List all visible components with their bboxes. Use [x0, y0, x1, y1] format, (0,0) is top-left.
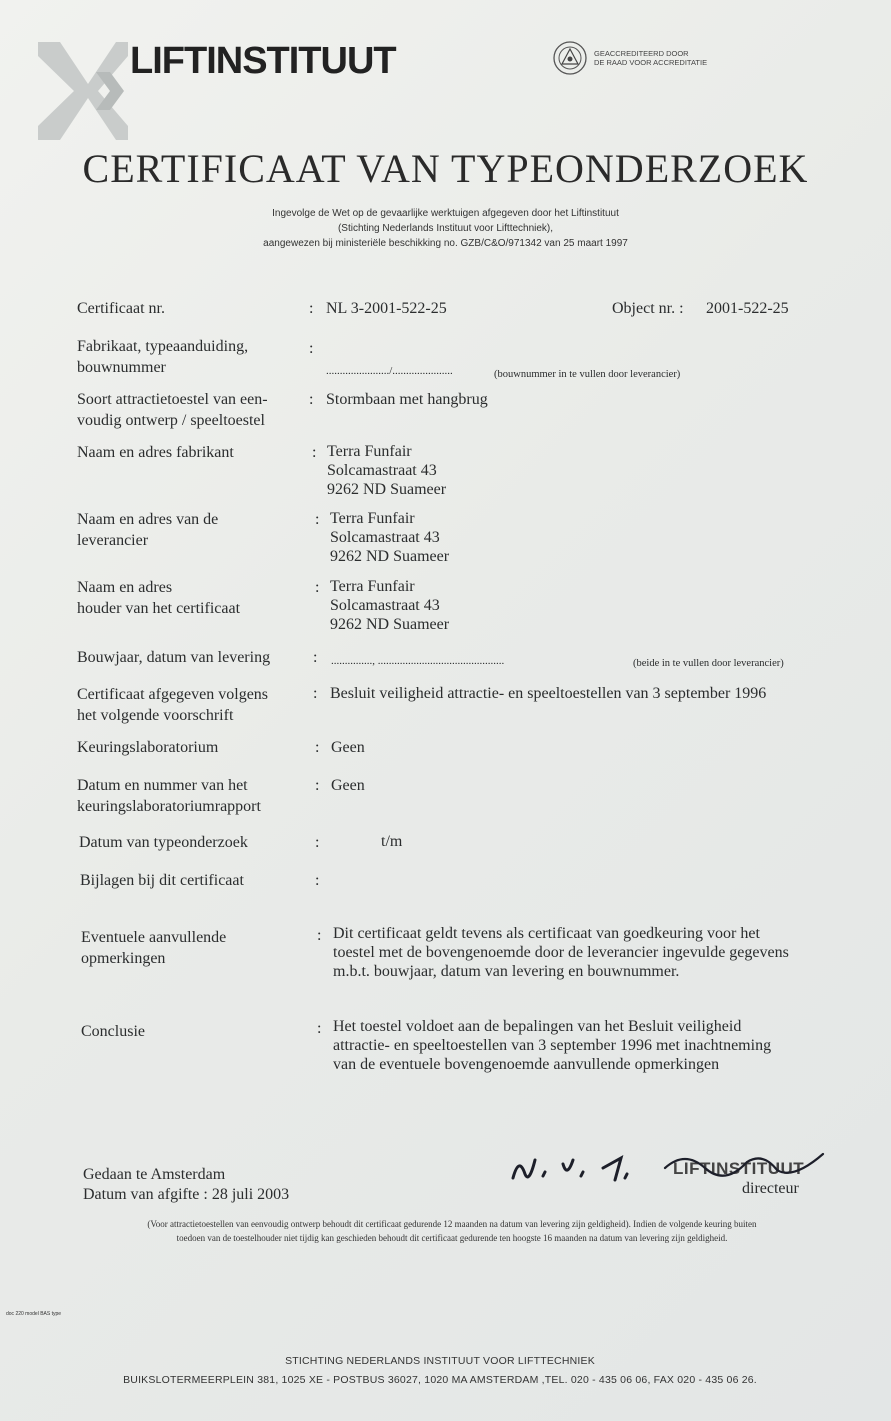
- liftinstituut-logo-icon: [38, 42, 128, 140]
- typeonderzoek-label: Datum van typeonderzoek: [79, 834, 248, 851]
- signature-stamp-text: LIFTINSTITUUT: [673, 1159, 805, 1178]
- colon: :: [317, 927, 322, 944]
- intro-line: aangewezen bij ministeriële beschikking no. GZB/C&O/971342 van 25 maart 1997: [263, 238, 628, 249]
- label-line: het volgende voorschrift: [77, 707, 234, 724]
- signoff-place: Gedaan te Amsterdam: [83, 1166, 226, 1183]
- fabrikaat-note: (bouwnummer in te vullen door leverancier): [494, 369, 681, 380]
- note-line: (Voor attractietoestellen van eenvoudig ontwerp behoudt dit certificaat gedurende 12 maanden na datum van levering zijn geldigheid). Indien de volgende keuring buiten: [147, 1219, 757, 1229]
- label-line: Naam en adres van de: [77, 511, 219, 528]
- colon: :: [309, 391, 314, 408]
- label-line: Soort attractietoestel van een-: [77, 391, 268, 408]
- colon: :: [313, 685, 318, 702]
- object-number-value: 2001-522-25: [706, 300, 789, 317]
- voorschrift-label: [77, 684, 268, 726]
- bouwjaar-note: (beide in te vullen door leverancier): [633, 658, 784, 669]
- address-line: Terra Funfair: [330, 578, 415, 595]
- laboratorium-value: Geen: [331, 739, 365, 756]
- colon: :: [317, 1020, 322, 1037]
- leverancier-address: [330, 509, 449, 566]
- intro-text: [0, 206, 891, 251]
- label-line: opmerkingen: [81, 950, 166, 967]
- soort-value: Stormbaan met hangbrug: [326, 391, 488, 408]
- validity-note: [92, 1217, 812, 1245]
- accreditation-text: [594, 49, 744, 67]
- colon: :: [315, 872, 320, 889]
- voorschrift-value: Besluit veiligheid attractie- en speeltoestellen van 3 september 1996: [330, 685, 767, 702]
- colon: :: [315, 739, 320, 756]
- certificate-number-label: Certificaat nr.: [77, 300, 165, 317]
- address-line: Solcamastraat 43: [330, 529, 440, 546]
- address-line: Terra Funfair: [327, 443, 412, 460]
- certificate-number-value: NL 3-2001-522-25: [326, 300, 447, 317]
- label-line: Eventuele aanvullende: [81, 929, 227, 946]
- laboratorium-label: Keuringslaboratorium: [77, 739, 219, 756]
- houder-label: [77, 577, 240, 619]
- opmerkingen-label: [81, 927, 226, 969]
- intro-line: Ingevolge de Wet op de gevaarlijke werktuigen afgegeven door het Liftinstituut: [272, 208, 619, 219]
- label-line: Naam en adres: [77, 579, 173, 596]
- houder-address: [330, 577, 449, 634]
- soort-label: [77, 389, 268, 431]
- address-line: 9262 ND Suameer: [330, 548, 450, 565]
- rapport-value: Geen: [331, 777, 365, 794]
- label-line: keuringslaboratoriumrapport: [77, 798, 261, 815]
- label-line: Datum en nummer van het: [77, 777, 248, 794]
- rapport-label: [77, 775, 261, 817]
- label-line: Fabrikaat, typeaanduiding,: [77, 338, 249, 355]
- institute-footer: [70, 1352, 810, 1390]
- conclusie-label: Conclusie: [81, 1023, 145, 1040]
- note-line: toedoen van de toestelhouder niet tijdig kan geschieden behoudt dit certificaat gedurende ten hoogste 16 maanden na datum van levering zijn geldigheid.: [176, 1233, 728, 1243]
- address-line: 9262 ND Suameer: [330, 616, 450, 633]
- footer-line: STICHTING NEDERLANDS INSTITUUT VOOR LIFTTECHNIEK: [285, 1355, 595, 1367]
- address-line: Terra Funfair: [330, 510, 415, 527]
- accreditation-line: GEACCREDITEERD DOOR: [594, 49, 689, 58]
- colon: :: [315, 777, 320, 794]
- intro-line: (Stichting Nederlands Instituut voor Lifttechniek),: [337, 223, 554, 234]
- text-line: attractie- en speeltoestellen van 3 september 1996 met inachtneming: [333, 1037, 772, 1054]
- text-line: m.b.t. bouwjaar, datum van levering en bouwnummer.: [333, 963, 680, 980]
- text-line: van de eventuele bovengenoemde aanvullende opmerkingen: [333, 1056, 720, 1073]
- opmerkingen-text: [333, 924, 789, 981]
- label-line: bouwnummer: [77, 359, 166, 376]
- accreditation-line: DE RAAD VOOR ACCREDITATIE: [594, 58, 708, 67]
- bouwjaar-value: ..............., ..............................................: [331, 655, 505, 667]
- text-line: toestel met de bovengenoemde door de leverancier ingevulde gegevens: [333, 944, 789, 961]
- fabrikant-address: [327, 442, 446, 499]
- colon: :: [315, 834, 320, 851]
- bijlagen-label: Bijlagen bij dit certificaat: [80, 872, 244, 889]
- signoff-block: [83, 1165, 289, 1205]
- text-line: Dit certificaat geldt tevens als certificaat van goedkeuring voor het: [333, 925, 760, 942]
- text-line: Het toestel voldoet aan de bepalingen van het Besluit veiligheid: [333, 1018, 742, 1035]
- accreditation-seal-icon: [552, 40, 588, 76]
- bouwjaar-label: Bouwjaar, datum van levering: [77, 649, 271, 666]
- colon: :: [312, 444, 317, 461]
- address-line: Solcamastraat 43: [327, 462, 437, 479]
- accreditation-block: [552, 40, 744, 76]
- certificate-title: CERTIFICAAT VAN TYPEONDERZOEK: [82, 146, 809, 191]
- label-line: leverancier: [77, 532, 149, 549]
- signature-role: directeur: [742, 1180, 799, 1197]
- typeonderzoek-value: t/m: [381, 833, 403, 850]
- colon: :: [309, 340, 314, 357]
- leverancier-label: [77, 509, 218, 551]
- object-number-label: Object nr. :: [612, 300, 684, 317]
- colon: :: [309, 300, 314, 317]
- brand-name: LIFTINSTITUUT: [130, 40, 396, 82]
- label-line: Certificaat afgegeven volgens: [77, 686, 269, 703]
- conclusie-text: [333, 1017, 771, 1074]
- address-line: Solcamastraat 43: [330, 597, 440, 614]
- colon: :: [315, 579, 320, 596]
- address-line: 9262 ND Suameer: [327, 481, 447, 498]
- label-line: houder van het certificaat: [77, 600, 241, 617]
- label-line: voudig ontwerp / speeltoestel: [77, 412, 265, 429]
- signoff-date: Datum van afgifte : 28 juli 2003: [83, 1186, 290, 1203]
- fabrikaat-label: [77, 336, 248, 378]
- fabrikaat-value: ......................./......................: [326, 365, 453, 377]
- colon: :: [313, 649, 318, 666]
- document-code: doc 220 model BAS type: [6, 1311, 62, 1317]
- fabrikant-label: Naam en adres fabrikant: [77, 444, 234, 461]
- footer-line: BUIKSLOTERMEERPLEIN 381, 1025 XE - POSTBUS 36027, 1020 MA AMSTERDAM ,TEL. 020 - 435 06 06, FAX 020 - 435 06 26.: [123, 1374, 757, 1386]
- colon: :: [315, 511, 320, 528]
